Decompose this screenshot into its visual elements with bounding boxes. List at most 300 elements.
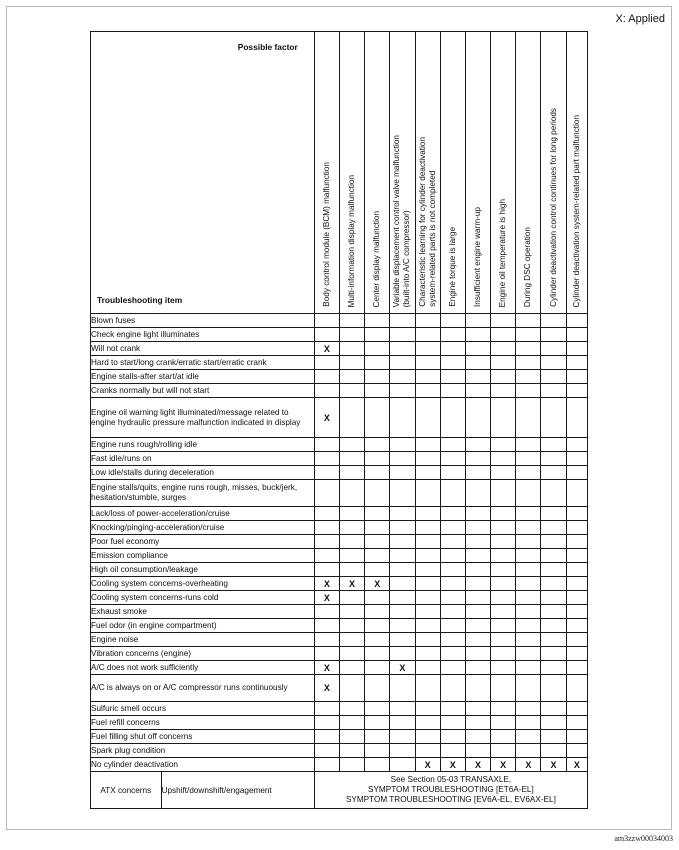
factor-cell	[491, 466, 516, 480]
factor-cell	[465, 507, 490, 521]
factor-cell	[314, 356, 339, 370]
factor-cell	[339, 356, 364, 370]
factor-cell	[339, 384, 364, 398]
factor-cell	[566, 716, 587, 730]
troubleshooting-item: Lack/loss of power-acceleration/cruise	[91, 507, 315, 521]
factor-cell	[440, 647, 465, 661]
factor-cell	[365, 507, 390, 521]
factor-cell	[491, 507, 516, 521]
factor-header-4	[390, 32, 415, 314]
factor-cell	[566, 314, 587, 328]
factor-cell	[491, 605, 516, 619]
troubleshooting-item: Cooling system concerns-runs cold	[91, 591, 315, 605]
factor-cell	[491, 314, 516, 328]
factor-cell	[339, 730, 364, 744]
factor-cell	[465, 647, 490, 661]
factor-cell	[440, 398, 465, 438]
factor-cell	[314, 563, 339, 577]
factor-cell	[314, 702, 339, 716]
factor-cell	[339, 507, 364, 521]
table-row	[91, 591, 588, 605]
factor-cell	[491, 577, 516, 591]
factor-cell	[314, 647, 339, 661]
factor-cell	[541, 535, 566, 549]
factor-cell	[314, 370, 339, 384]
troubleshooting-item: Will not crank	[91, 342, 315, 356]
factor-cell	[415, 384, 440, 398]
factor-label: During DSC operation	[523, 226, 533, 307]
applied-mark: X	[314, 591, 339, 605]
applied-mark: X	[516, 758, 541, 772]
factor-cell	[516, 452, 541, 466]
applied-mark: X	[390, 661, 415, 675]
factor-cell	[541, 744, 566, 758]
factor-cell	[365, 633, 390, 647]
factor-cell	[491, 549, 516, 563]
troubleshooting-item: Fuel refill concerns	[91, 716, 315, 730]
factor-cell	[541, 328, 566, 342]
factor-cell	[465, 675, 490, 702]
reference-line: See Section 05-03 TRANSAXLE,	[390, 775, 512, 784]
factor-cell	[566, 466, 587, 480]
factor-cell	[415, 577, 440, 591]
factor-cell	[465, 563, 490, 577]
applied-mark: X	[314, 661, 339, 675]
factor-cell	[390, 356, 415, 370]
factor-cell	[465, 452, 490, 466]
factor-cell	[415, 328, 440, 342]
factor-cell	[541, 619, 566, 633]
table-row	[91, 398, 588, 438]
factor-cell	[465, 549, 490, 563]
table-row	[91, 384, 588, 398]
factor-cell	[390, 619, 415, 633]
factor-cell	[440, 744, 465, 758]
factor-cell	[390, 480, 415, 507]
factor-cell	[465, 438, 490, 452]
factor-cell	[465, 466, 490, 480]
factor-cell	[566, 591, 587, 605]
factor-cell	[465, 591, 490, 605]
table-row	[91, 356, 588, 370]
factor-cell	[465, 577, 490, 591]
factor-header-8	[491, 32, 516, 314]
factor-cell	[365, 384, 390, 398]
factor-cell	[390, 328, 415, 342]
table-row	[91, 563, 588, 577]
factor-cell	[491, 633, 516, 647]
factor-cell	[415, 452, 440, 466]
applied-mark: X	[314, 577, 339, 591]
applied-mark: X	[566, 758, 587, 772]
factor-cell	[390, 438, 415, 452]
troubleshooting-item: Fast idle/runs on	[91, 452, 315, 466]
factor-cell	[314, 452, 339, 466]
factor-label: Center display malfunction	[372, 210, 382, 307]
factor-cell	[516, 521, 541, 535]
troubleshooting-item: Cranks normally but will not start	[91, 384, 315, 398]
factor-cell	[339, 716, 364, 730]
factor-cell	[516, 675, 541, 702]
factor-cell	[365, 702, 390, 716]
factor-header-3	[365, 32, 390, 314]
factor-cell	[566, 702, 587, 716]
factor-cell	[491, 480, 516, 507]
factor-cell	[566, 744, 587, 758]
table-row	[91, 716, 588, 730]
factor-cell	[390, 563, 415, 577]
factor-cell	[541, 480, 566, 507]
factor-cell	[491, 398, 516, 438]
factor-cell	[541, 716, 566, 730]
factor-cell	[440, 619, 465, 633]
factor-cell	[339, 521, 364, 535]
applied-mark: X	[339, 577, 364, 591]
factor-cell	[465, 661, 490, 675]
factor-header-1	[314, 32, 339, 314]
troubleshooting-item: Fuel odor (in engine compartment)	[91, 619, 315, 633]
factor-cell	[541, 591, 566, 605]
factor-cell	[566, 730, 587, 744]
factor-cell	[365, 328, 390, 342]
factor-cell	[566, 370, 587, 384]
factor-cell	[541, 675, 566, 702]
factor-cell	[440, 633, 465, 647]
factor-cell	[390, 535, 415, 549]
factor-cell	[516, 384, 541, 398]
factor-cell	[365, 398, 390, 438]
factor-cell	[566, 356, 587, 370]
factor-cell	[339, 480, 364, 507]
factor-cell	[440, 535, 465, 549]
factor-cell	[566, 661, 587, 675]
factor-cell	[365, 549, 390, 563]
factor-cell	[566, 480, 587, 507]
factor-cell	[440, 591, 465, 605]
factor-cell	[339, 605, 364, 619]
factor-cell	[339, 452, 364, 466]
factor-cell	[491, 563, 516, 577]
factor-cell	[541, 507, 566, 521]
factor-cell	[541, 398, 566, 438]
applied-mark: X	[440, 758, 465, 772]
factor-cell	[491, 342, 516, 356]
factor-header-10	[541, 32, 566, 314]
factor-cell	[365, 675, 390, 702]
factor-cell	[415, 647, 440, 661]
factor-label: Variable displacement control valve malfunction (built-into A/C compressor)	[392, 134, 412, 307]
factor-cell	[440, 466, 465, 480]
factor-cell	[390, 342, 415, 356]
troubleshooting-item: A/C does not work sufficiently	[91, 661, 315, 675]
factor-label: Insufficient engine warm-up	[473, 207, 482, 307]
factor-cell	[516, 398, 541, 438]
factor-cell	[440, 384, 465, 398]
troubleshooting-item: Engine runs rough/rolling idle	[91, 438, 315, 452]
factor-cell	[566, 577, 587, 591]
factor-cell	[365, 647, 390, 661]
factor-cell	[440, 370, 465, 384]
factor-cell	[541, 702, 566, 716]
factor-cell	[516, 328, 541, 342]
factor-cell	[390, 591, 415, 605]
factor-cell	[516, 577, 541, 591]
factor-cell	[365, 605, 390, 619]
factor-cell	[541, 452, 566, 466]
factor-cell	[541, 549, 566, 563]
troubleshooting-item: Engine noise	[91, 633, 315, 647]
factor-cell	[566, 675, 587, 702]
factor-cell	[440, 702, 465, 716]
factor-cell	[541, 633, 566, 647]
table-row	[91, 633, 588, 647]
factor-cell	[440, 507, 465, 521]
factor-cell	[339, 342, 364, 356]
factor-cell	[415, 702, 440, 716]
factor-cell	[516, 342, 541, 356]
factor-header-9	[516, 32, 541, 314]
factor-cell	[415, 744, 440, 758]
table-row	[91, 730, 588, 744]
factor-cell	[566, 619, 587, 633]
factor-cell	[491, 521, 516, 535]
atx-concerns-label: ATX concerns	[91, 772, 162, 809]
factor-cell	[314, 314, 339, 328]
factor-cell	[415, 730, 440, 744]
factor-cell	[465, 702, 490, 716]
factor-cell	[339, 619, 364, 633]
table-row	[91, 342, 588, 356]
troubleshooting-item: Knocking/pinging-acceleration/cruise	[91, 521, 315, 535]
factor-cell	[314, 730, 339, 744]
factor-cell	[390, 716, 415, 730]
factor-cell	[339, 370, 364, 384]
factor-cell	[566, 342, 587, 356]
factor-cell	[415, 314, 440, 328]
factor-cell	[440, 328, 465, 342]
factor-cell	[491, 328, 516, 342]
applied-mark: X	[314, 342, 339, 356]
factor-cell	[390, 605, 415, 619]
factor-cell	[314, 466, 339, 480]
troubleshooting-item: Poor fuel economy	[91, 535, 315, 549]
factor-cell	[465, 521, 490, 535]
applied-mark: X	[491, 758, 516, 772]
table-row	[91, 521, 588, 535]
factor-cell	[314, 521, 339, 535]
factor-cell	[541, 466, 566, 480]
factor-cell	[566, 398, 587, 438]
troubleshooting-item: Cooling system concerns-overheating	[91, 577, 315, 591]
factor-cell	[491, 535, 516, 549]
factor-cell	[390, 370, 415, 384]
factor-cell	[491, 702, 516, 716]
applied-mark: X	[541, 758, 566, 772]
factor-cell	[415, 661, 440, 675]
applied-mark: X	[415, 758, 440, 772]
factor-cell	[390, 702, 415, 716]
factor-cell	[339, 314, 364, 328]
factor-cell	[390, 730, 415, 744]
factor-cell	[465, 328, 490, 342]
factor-cell	[440, 521, 465, 535]
factor-cell	[566, 563, 587, 577]
factor-cell	[541, 384, 566, 398]
factor-cell	[314, 535, 339, 549]
factor-cell	[541, 563, 566, 577]
factor-cell	[491, 647, 516, 661]
table-row	[91, 577, 588, 591]
factor-cell	[566, 438, 587, 452]
factor-cell	[541, 661, 566, 675]
factor-cell	[339, 744, 364, 758]
factor-cell	[415, 466, 440, 480]
troubleshooting-item-heading: Troubleshooting item	[97, 295, 183, 305]
factor-cell	[516, 716, 541, 730]
factor-header-11	[566, 32, 587, 314]
troubleshooting-item: Engine stalls-after start/at idle	[91, 370, 315, 384]
factor-cell	[516, 619, 541, 633]
factor-cell	[339, 647, 364, 661]
factor-cell	[566, 521, 587, 535]
table-row	[91, 452, 588, 466]
factor-cell	[365, 370, 390, 384]
factor-cell	[491, 675, 516, 702]
factor-cell	[491, 384, 516, 398]
factor-cell	[440, 549, 465, 563]
factor-label: Cylinder deactivation control continues for long periods	[548, 108, 558, 307]
table-row	[91, 507, 588, 521]
factor-cell	[516, 438, 541, 452]
factor-cell	[440, 356, 465, 370]
factor-cell	[390, 549, 415, 563]
factor-cell	[516, 549, 541, 563]
factor-cell	[491, 744, 516, 758]
legend-applied: X: Applied	[615, 13, 665, 25]
factor-cell	[365, 744, 390, 758]
factor-cell	[365, 619, 390, 633]
factor-cell	[365, 730, 390, 744]
factor-cell	[491, 661, 516, 675]
troubleshooting-table	[90, 31, 588, 809]
factor-cell	[465, 370, 490, 384]
factor-cell	[339, 591, 364, 605]
factor-cell	[566, 647, 587, 661]
table-row	[91, 661, 588, 675]
factor-cell	[541, 521, 566, 535]
factor-cell	[365, 356, 390, 370]
table-row	[91, 758, 588, 772]
factor-cell	[339, 398, 364, 438]
factor-cell	[339, 661, 364, 675]
factor-cell	[339, 438, 364, 452]
factor-cell	[390, 384, 415, 398]
atx-sub-item: Upshift/downshift/engagement	[161, 772, 314, 809]
factor-cell	[440, 480, 465, 507]
factor-cell	[415, 549, 440, 563]
factor-cell	[516, 370, 541, 384]
factor-cell	[566, 507, 587, 521]
factor-cell	[415, 480, 440, 507]
factor-cell	[415, 605, 440, 619]
factor-cell	[365, 758, 390, 772]
factor-cell	[516, 605, 541, 619]
factor-label: Engine oil temperature is high	[498, 198, 508, 307]
factor-cell	[491, 716, 516, 730]
factor-cell	[541, 647, 566, 661]
factor-cell	[541, 356, 566, 370]
factor-cell	[566, 328, 587, 342]
factor-cell	[465, 744, 490, 758]
atx-concerns-row	[91, 772, 588, 809]
factor-cell	[339, 675, 364, 702]
factor-header-row	[91, 32, 588, 314]
factor-cell	[415, 438, 440, 452]
troubleshooting-item: Sulfuric smell occurs	[91, 702, 315, 716]
applied-mark: X	[365, 577, 390, 591]
factor-cell	[365, 521, 390, 535]
factor-cell	[415, 398, 440, 438]
factor-cell	[365, 591, 390, 605]
factor-cell	[465, 356, 490, 370]
factor-cell	[541, 438, 566, 452]
factor-cell	[516, 730, 541, 744]
factor-header-2	[339, 32, 364, 314]
factor-label: Multi-information display malfunction	[347, 174, 357, 307]
factor-header-6	[440, 32, 465, 314]
factor-cell	[365, 535, 390, 549]
factor-cell	[314, 549, 339, 563]
factor-cell	[491, 438, 516, 452]
table-row	[91, 647, 588, 661]
factor-cell	[365, 563, 390, 577]
factor-cell	[415, 521, 440, 535]
factor-cell	[566, 549, 587, 563]
factor-cell	[491, 452, 516, 466]
factor-cell	[415, 716, 440, 730]
factor-cell	[314, 438, 339, 452]
factor-cell	[415, 356, 440, 370]
factor-cell	[566, 384, 587, 398]
factor-cell	[415, 507, 440, 521]
factor-cell	[365, 438, 390, 452]
factor-cell	[566, 605, 587, 619]
factor-cell	[415, 563, 440, 577]
factor-cell	[440, 661, 465, 675]
troubleshooting-item: Exhaust smoke	[91, 605, 315, 619]
troubleshooting-item: Low idle/stalls during deceleration	[91, 466, 315, 480]
factor-cell	[314, 480, 339, 507]
factor-cell	[415, 535, 440, 549]
troubleshooting-item: High oil consumption/leakage	[91, 563, 315, 577]
factor-cell	[491, 730, 516, 744]
factor-cell	[339, 466, 364, 480]
factor-cell	[541, 314, 566, 328]
applied-mark: X	[314, 675, 339, 702]
factor-cell	[516, 661, 541, 675]
factor-cell	[390, 314, 415, 328]
factor-label: Characteristic learning for cylinder deactivation system-related parts is not completed	[417, 137, 437, 307]
troubleshooting-item: Engine stalls/quits, engine runs rough, misses, buck/jerk, hesitation/stumble, surges	[91, 480, 315, 507]
factor-cell	[314, 328, 339, 342]
factor-cell	[339, 563, 364, 577]
factor-cell	[440, 730, 465, 744]
factor-cell	[516, 591, 541, 605]
factor-cell	[415, 633, 440, 647]
factor-cell	[516, 744, 541, 758]
factor-cell	[541, 342, 566, 356]
factor-cell	[339, 758, 364, 772]
